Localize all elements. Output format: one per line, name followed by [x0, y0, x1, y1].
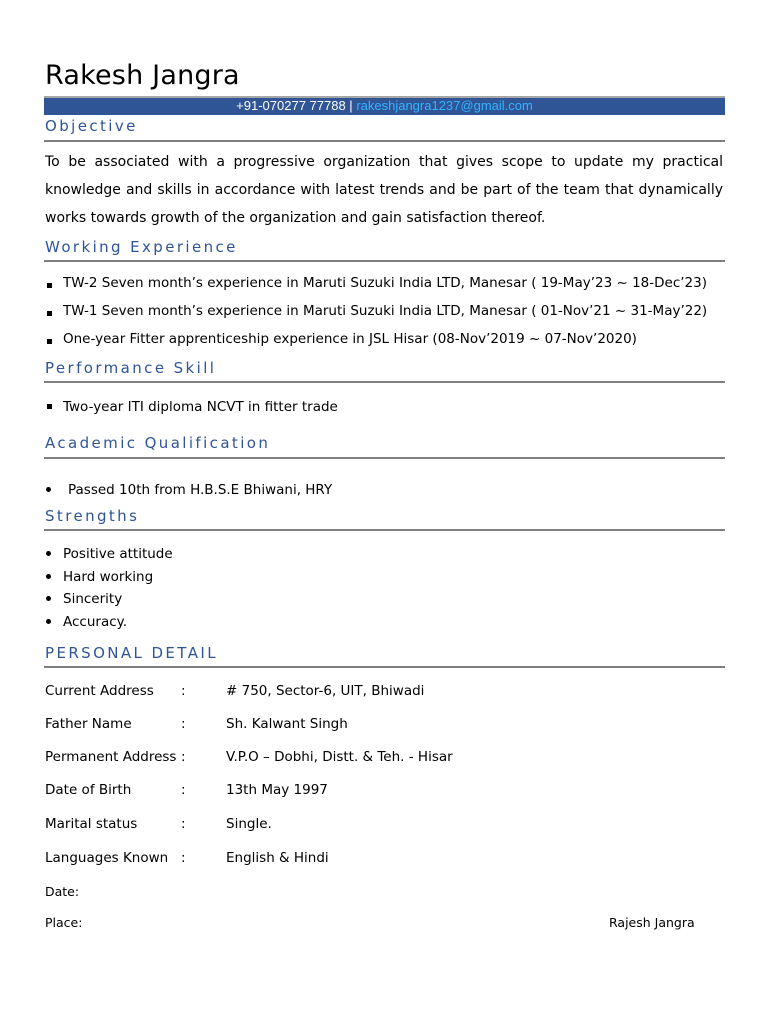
contact-bar: [44, 96, 725, 115]
detail-label: Current Address: [45, 683, 154, 699]
performance-item: Two-year ITI diploma NCVT in fitter trade: [45, 396, 338, 418]
experience-heading: Working Experience: [45, 238, 238, 256]
detail-colon: :: [181, 716, 186, 732]
strength-item: Accuracy.: [45, 611, 173, 634]
detail-colon: :: [181, 782, 186, 798]
personal-divider: [44, 666, 725, 668]
performance-divider: [44, 381, 725, 383]
detail-value: V.P.O – Dobhi, Distt. & Teh. - Hisar: [226, 749, 453, 765]
place-label: Place:: [45, 915, 83, 930]
detail-row-date-of-birth: [45, 782, 725, 802]
detail-colon: :: [181, 816, 186, 832]
detail-value: English & Hindi: [226, 850, 329, 866]
detail-row-languages-known: [45, 850, 725, 870]
candidate-name: Rakesh Jangra: [45, 60, 240, 91]
academic-divider: [44, 457, 725, 459]
detail-row-current-address: [45, 683, 725, 703]
experience-item: One-year Fitter apprenticeship experience in JSL Hisar (08-Nov’2019 ~ 07-Nov’2020): [45, 328, 725, 356]
detail-label: Languages Known: [45, 850, 169, 866]
detail-row-marital-status: [45, 816, 725, 836]
strengths-list: [45, 543, 173, 633]
objective-divider: [44, 140, 725, 142]
performance-list: [45, 396, 338, 418]
academic-list: [45, 479, 332, 501]
strength-item: Hard working: [45, 566, 173, 589]
objective-text: To be associated with a progressive organization that gives scope to update my practical knowledge and skills in accordance with latest trends and be part of the team that dynamically works towards growth of the organization and gain satisfaction thereof.: [45, 154, 723, 226]
strength-item: Sincerity: [45, 588, 173, 611]
performance-heading: Performance Skill: [45, 359, 217, 377]
academic-item: Passed 10th from H.B.S.E Bhiwani, HRY: [45, 479, 332, 501]
experience-item: TW-2 Seven month’s experience in Maruti Suzuki India LTD, Manesar ( 19-May’23 ~ 18-Dec’23): [45, 272, 725, 300]
detail-value: Single.: [226, 816, 272, 832]
email-link[interactable]: rakeshjangra1237@gmail.com: [356, 98, 533, 113]
detail-label: Permanent Address: [45, 749, 177, 765]
detail-colon: :: [181, 683, 186, 699]
detail-row-permanent-address: [45, 749, 725, 769]
experience-item: TW-1 Seven month’s experience in Maruti Suzuki India LTD, Manesar ( 01-Nov’21 ~ 31-May’22): [45, 300, 725, 328]
date-label: Date:: [45, 884, 80, 899]
detail-colon: :: [181, 850, 186, 866]
detail-label: Date of Birth: [45, 782, 132, 798]
objective-heading: Objective: [45, 117, 138, 135]
detail-value: # 750, Sector-6, UIT, Bhiwadi: [226, 683, 425, 699]
detail-label: Father Name: [45, 716, 132, 732]
signature-name: Rajesh Jangra: [609, 915, 695, 930]
experience-list: [45, 272, 725, 356]
personal-heading: PERSONAL DETAIL: [45, 644, 218, 662]
academic-heading: Academic Qualification: [45, 434, 271, 452]
detail-colon: :: [181, 749, 186, 765]
strength-item: Positive attitude: [45, 543, 173, 566]
strengths-heading: Strengths: [45, 507, 140, 525]
detail-value: 13th May 1997: [226, 782, 328, 798]
detail-value: Sh. Kalwant Singh: [226, 716, 348, 732]
strengths-divider: [44, 529, 725, 531]
phone-number: +91-070277 77788 |: [236, 98, 353, 113]
detail-label: Marital status: [45, 816, 138, 832]
experience-divider: [44, 260, 725, 262]
detail-row-father-name: [45, 716, 725, 736]
